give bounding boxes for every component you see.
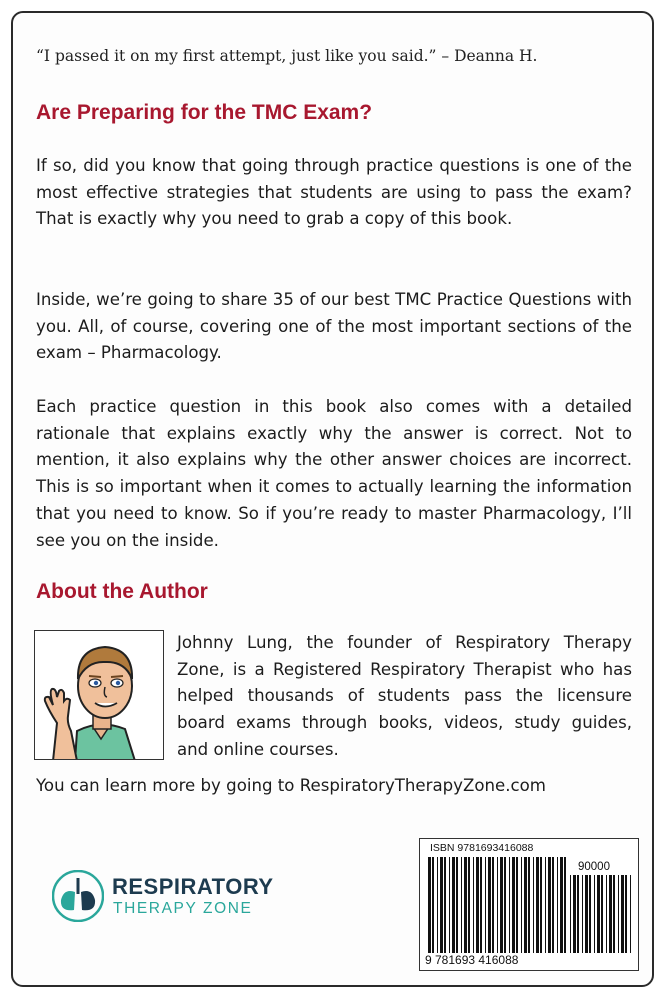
barcode-bar [573,875,576,953]
barcode-bar [432,857,434,953]
author-cartoon-icon [35,631,164,760]
barcode-addon-number: 90000 [578,861,610,873]
barcode-bar [509,857,510,953]
learn-more-text: You can learn more by going to RespiratoryTherapyZone.com [36,776,546,795]
respiratory-therapy-zone-logo [52,868,292,928]
barcode-bar [521,857,522,953]
barcode-bar [512,857,515,953]
author-avatar [34,630,164,760]
barcode-bar [552,857,554,953]
barcode-bar [606,875,607,953]
barcode-bar [630,875,631,953]
barcode-bar [464,857,467,953]
barcode-bar [480,857,482,953]
barcode-bar [449,857,450,953]
barcode-bar [536,857,539,953]
barcode-bar [452,857,455,953]
barcode-bar [621,875,624,953]
barcode-bar [497,857,498,953]
barcode-bar [437,857,438,953]
barcode-bar [504,857,506,953]
barcode-bar [557,857,558,953]
barcode-bar [560,857,563,953]
isbn-label: ISBN 9781693416088 [430,842,534,854]
isbn-barcode [419,838,639,971]
logo-text-respiratory: RESPIRATORY [112,874,274,899]
barcode-bar [528,857,530,953]
barcode-bar [524,857,527,953]
barcode-bar [461,857,462,953]
barcode-bar [428,857,431,953]
barcode-bar [618,875,619,953]
barcode-bar [597,875,600,953]
barcode-bar [589,875,591,953]
barcode-bar [476,857,479,953]
testimonial-quote: “I passed it on my first attempt, just like you said.” – Deanna H. [36,47,538,65]
barcode-bar [533,857,534,953]
barcode-bar [500,857,503,953]
barcode-digits: 9 781693 416088 [425,953,519,967]
barcode-bar [456,857,458,953]
barcode-bars-addon [570,875,632,953]
barcode-bar [625,875,627,953]
barcode-bar [545,857,546,953]
barcode-bar [468,857,470,953]
barcode-bar [516,857,518,953]
paragraph-intro: If so, did you know that going through practice questions is one of the most effective strategies that students are using to pass the exam? That is exactly why you need to grab a copy of this book. [36,156,632,229]
barcode-bar [492,857,494,953]
barcode-bar [577,875,579,953]
barcode-bar [601,875,603,953]
barcode-bar [473,857,474,953]
barcode-bar [444,857,446,953]
barcode-bar [613,875,615,953]
heading-tmc-exam: Are Preparing for the TMC Exam? [36,101,373,124]
paragraph-rationale: Each practice question in this book also comes with a detailed rationale that explains exactly why the answer is correct. Not to mention, it also explains why the other answer choices are incorrect. This is so important when it comes to actually learning the information that you need to know. So if you’re ready to master Pharmacology, I’ll see you on the inside. [36,397,632,550]
barcode-bar [540,857,542,953]
barcode-bar [570,875,571,953]
barcode-bar [585,875,588,953]
barcode-bar [582,875,583,953]
barcode-bar [548,857,551,953]
barcode-bar [488,857,491,953]
barcode-bar [609,875,612,953]
lungs-logo-icon [52,870,104,922]
barcode-bar [485,857,486,953]
paragraph-inside: Inside, we’re going to share 35 of our best TMC Practice Questions with you. All, of course, covering one of the most important sections of the exam – Pharmacology. [36,290,632,363]
barcode-bars-main [428,857,568,953]
author-bio: Johnny Lung, the founder of Respiratory Therapy Zone, is a Registered Respiratory Therapist who has helped thousands of students pass the licensure board exams through books, videos, study guides, and online courses. [177,633,632,759]
heading-about-author: About the Author [36,580,208,603]
barcode-bar [564,857,566,953]
barcode-bar [594,875,595,953]
logo-text-therapy-zone: THERAPY ZONE [113,900,253,917]
barcode-bar [440,857,443,953]
